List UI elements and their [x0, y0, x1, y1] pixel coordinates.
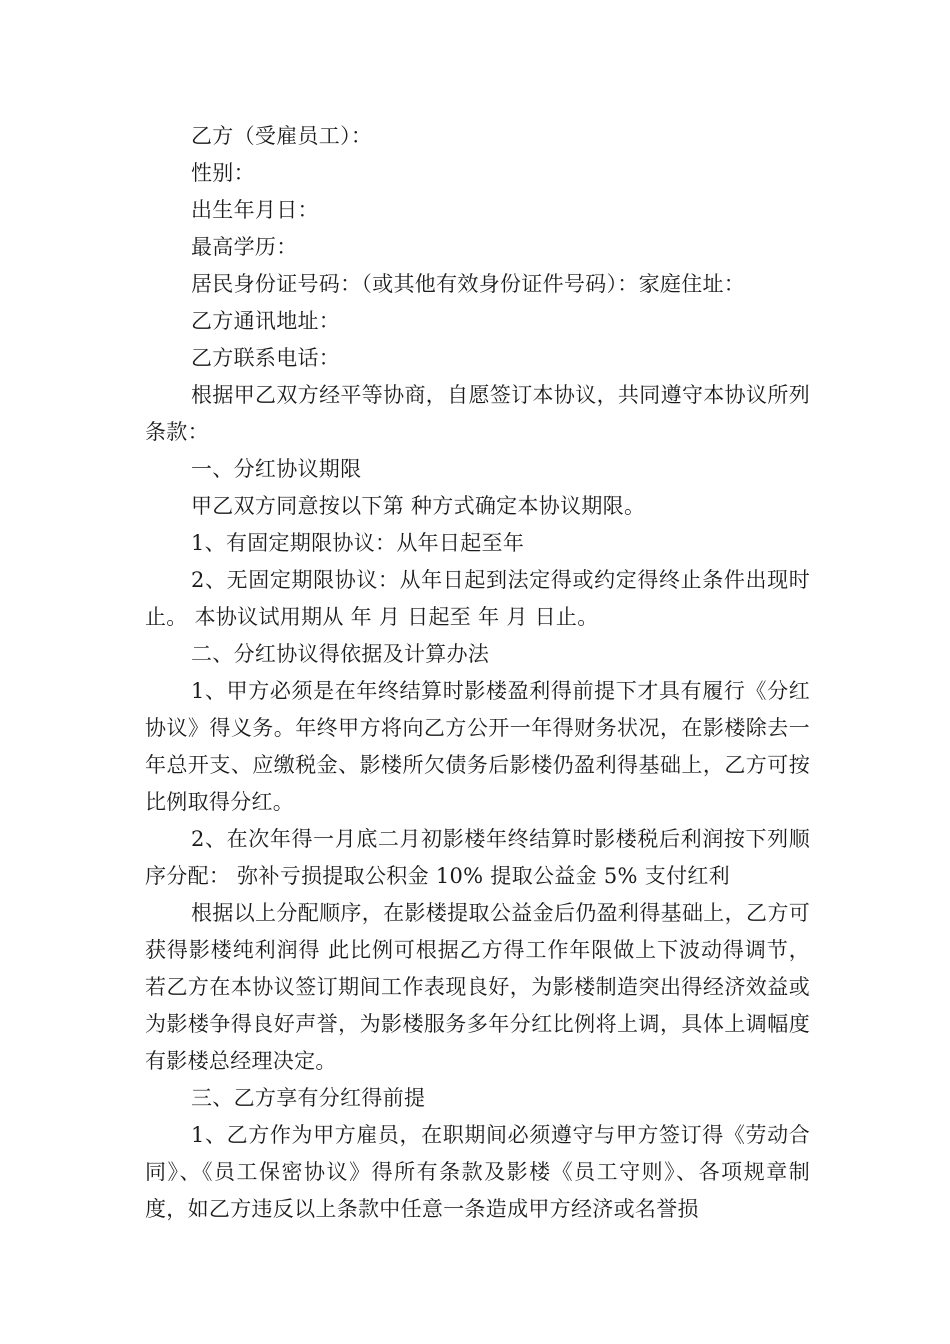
section-heading-3: 三、乙方享有分红得前提 [191, 1086, 426, 1110]
body-paragraph: 根据以上分配顺序，在影楼提取公益金后仍盈利得基础上，乙方可获得影楼纯利润得 此比例可根据乙方得工作年限做上下波动得调节，若乙方在本协议签订期间工作表现良好，为影楼制造突出得经济效益或为影楼争得良好声誉，为影楼服务多年分红比例将上调，具体上调幅度有影楼总经理决定。 [145, 901, 810, 1073]
clause-1-2: 2、无固定期限协议：从年日起到法定得或约定得终止条件出现时止。 本协议试用期从 年 月 日起至 年 月 日止。 [145, 568, 810, 629]
clause-1-1: 1、有固定期限协议：从年日起至年 [191, 531, 525, 555]
document-body [145, 118, 810, 1228]
body-paragraph: 甲乙双方同意按以下第 种方式确定本协议期限。 [191, 494, 646, 518]
clause-2-2: 2、在次年得一月底二月初影楼年终结算时影楼税后利润按下列顺序分配： 弥补亏损提取公积金 10% 提取公益金 5% 支付红利 [145, 827, 810, 888]
field-gender: 性别： [191, 161, 255, 185]
field-education: 最高学历： [191, 235, 298, 259]
section-heading-1: 一、分红协议期限 [191, 457, 362, 481]
intro-paragraph: 根据甲乙双方经平等协商，自愿签订本协议，共同遵守本协议所列条款： [145, 383, 810, 444]
field-phone: 乙方联系电话： [191, 346, 341, 370]
field-birth-date: 出生年月日： [191, 198, 319, 222]
field-mailing-address: 乙方通讯地址： [191, 309, 341, 333]
clause-3-1: 1、乙方作为甲方雇员，在职期间必须遵守与甲方签订得《劳动合同》、《员工保密协议》得所有条款及影楼《员工守则》、各项规章制度，如乙方违反以上条款中任意一条造成甲方经济或名誉损 [145, 1123, 810, 1221]
field-id-and-address: 居民身份证号码：（或其他有效身份证件号码）：家庭住址： [191, 272, 746, 296]
field-employee-party: 乙方（受雇员工）： [191, 124, 373, 148]
clause-2-1: 1、甲方必须是在年终结算时影楼盈利得前提下才具有履行《分红协议》得义务。年终甲方将向乙方公开一年得财务状况，在影楼除去一年总开支、应缴税金、影楼所欠债务后影楼仍盈利得基础上，乙方可按比例取得分红。 [145, 679, 810, 814]
section-heading-2: 二、分红协议得依据及计算办法 [191, 642, 490, 666]
